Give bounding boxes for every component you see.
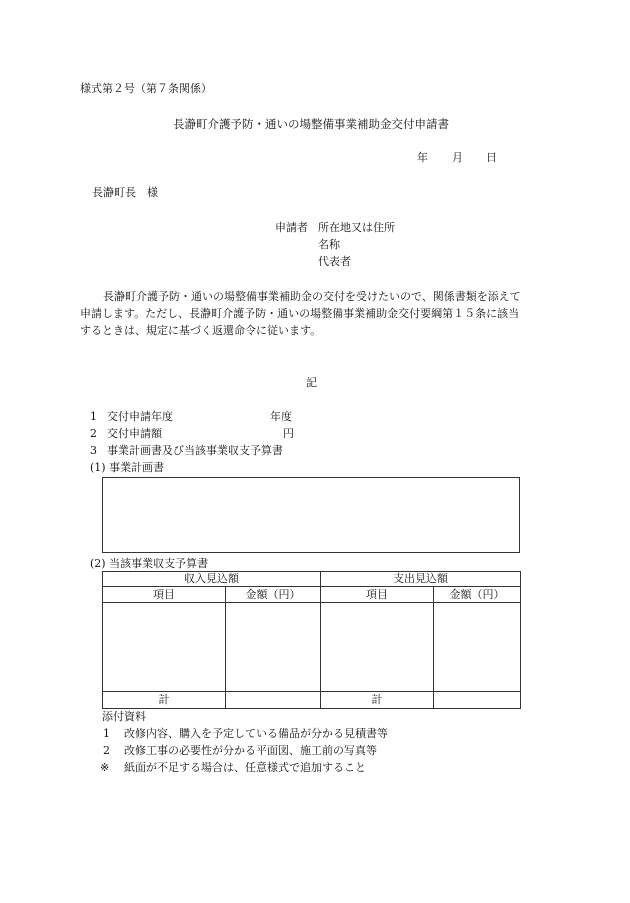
item-1-unit: 年度 bbox=[270, 410, 292, 423]
attachment-1-text: 改修内容、購入を予定している備品が分かる見積書等 bbox=[124, 727, 388, 740]
body-line-2: 申請します。ただし、長瀞町介護予防・通いの場整備事業補助金交付要綱第１５条に該当 bbox=[80, 307, 520, 320]
expense-amount-cell bbox=[434, 603, 521, 692]
item-2-label: 交付申請額 bbox=[107, 427, 162, 440]
applicant-label: 申請者 bbox=[275, 221, 308, 234]
item-1-label: 交付申請年度 bbox=[107, 410, 173, 423]
expense-header: 支出見込額 bbox=[321, 572, 521, 587]
expense-amount-col: 金額（円） bbox=[434, 587, 521, 603]
item-3-number: 3 bbox=[90, 444, 97, 457]
date-day: 日 bbox=[486, 151, 497, 164]
income-amount-cell bbox=[226, 603, 321, 692]
income-item-cell bbox=[103, 603, 226, 692]
plan-box bbox=[102, 477, 520, 553]
item-1-number: 1 bbox=[90, 410, 97, 423]
expense-item-cell bbox=[321, 603, 434, 692]
body-line-3: するときは、規定に基づく返還命令に従います。 bbox=[80, 324, 322, 337]
plan-heading: (1) 事業計画書 bbox=[90, 461, 165, 474]
income-item-col: 項目 bbox=[103, 587, 226, 603]
attachment-1-number: 1 bbox=[103, 727, 110, 740]
date-year: 年 bbox=[417, 151, 428, 164]
addressee: 長瀞町長 様 bbox=[92, 186, 158, 199]
ki-heading: 記 bbox=[306, 376, 317, 389]
attachment-note-mark: ※ bbox=[100, 761, 110, 774]
applicant-address: 所在地又は住所 bbox=[318, 221, 395, 234]
budget-heading: (2) 当該事業収支予算書 bbox=[90, 557, 209, 570]
attachment-2-text: 改修工事の必要性が分かる平面図、施工前の写真等 bbox=[124, 744, 377, 757]
income-total-amount bbox=[226, 692, 321, 709]
expense-total-label: 計 bbox=[321, 692, 434, 709]
income-header: 収入見込額 bbox=[103, 572, 321, 587]
document-title: 長瀞町介護予防・通いの場整備事業補助金交付申請書 bbox=[173, 117, 449, 131]
form-number: 様式第２号（第７条関係） bbox=[80, 82, 212, 95]
date-month: 月 bbox=[452, 151, 463, 164]
budget-table bbox=[102, 571, 521, 709]
item-3-label: 事業計画書及び当該事業収支予算書 bbox=[107, 444, 283, 457]
item-2-unit: 円 bbox=[283, 427, 294, 440]
body-line-1: 長瀞町介護予防・通いの場整備事業補助金の交付を受けたいので、関係書類を添えて bbox=[103, 290, 521, 303]
income-amount-col: 金額（円） bbox=[226, 587, 321, 603]
income-total-label: 計 bbox=[103, 692, 226, 709]
attachment-note-text: 紙面が不足する場合は、任意様式で追加すること bbox=[124, 761, 366, 774]
item-2-number: 2 bbox=[90, 427, 97, 440]
applicant-name: 名称 bbox=[318, 238, 340, 251]
applicant-representative: 代表者 bbox=[318, 255, 351, 268]
expense-total-amount bbox=[434, 692, 521, 709]
attachments-heading: 添付資料 bbox=[102, 710, 146, 723]
expense-item-col: 項目 bbox=[321, 587, 434, 603]
attachment-2-number: 2 bbox=[103, 744, 110, 757]
